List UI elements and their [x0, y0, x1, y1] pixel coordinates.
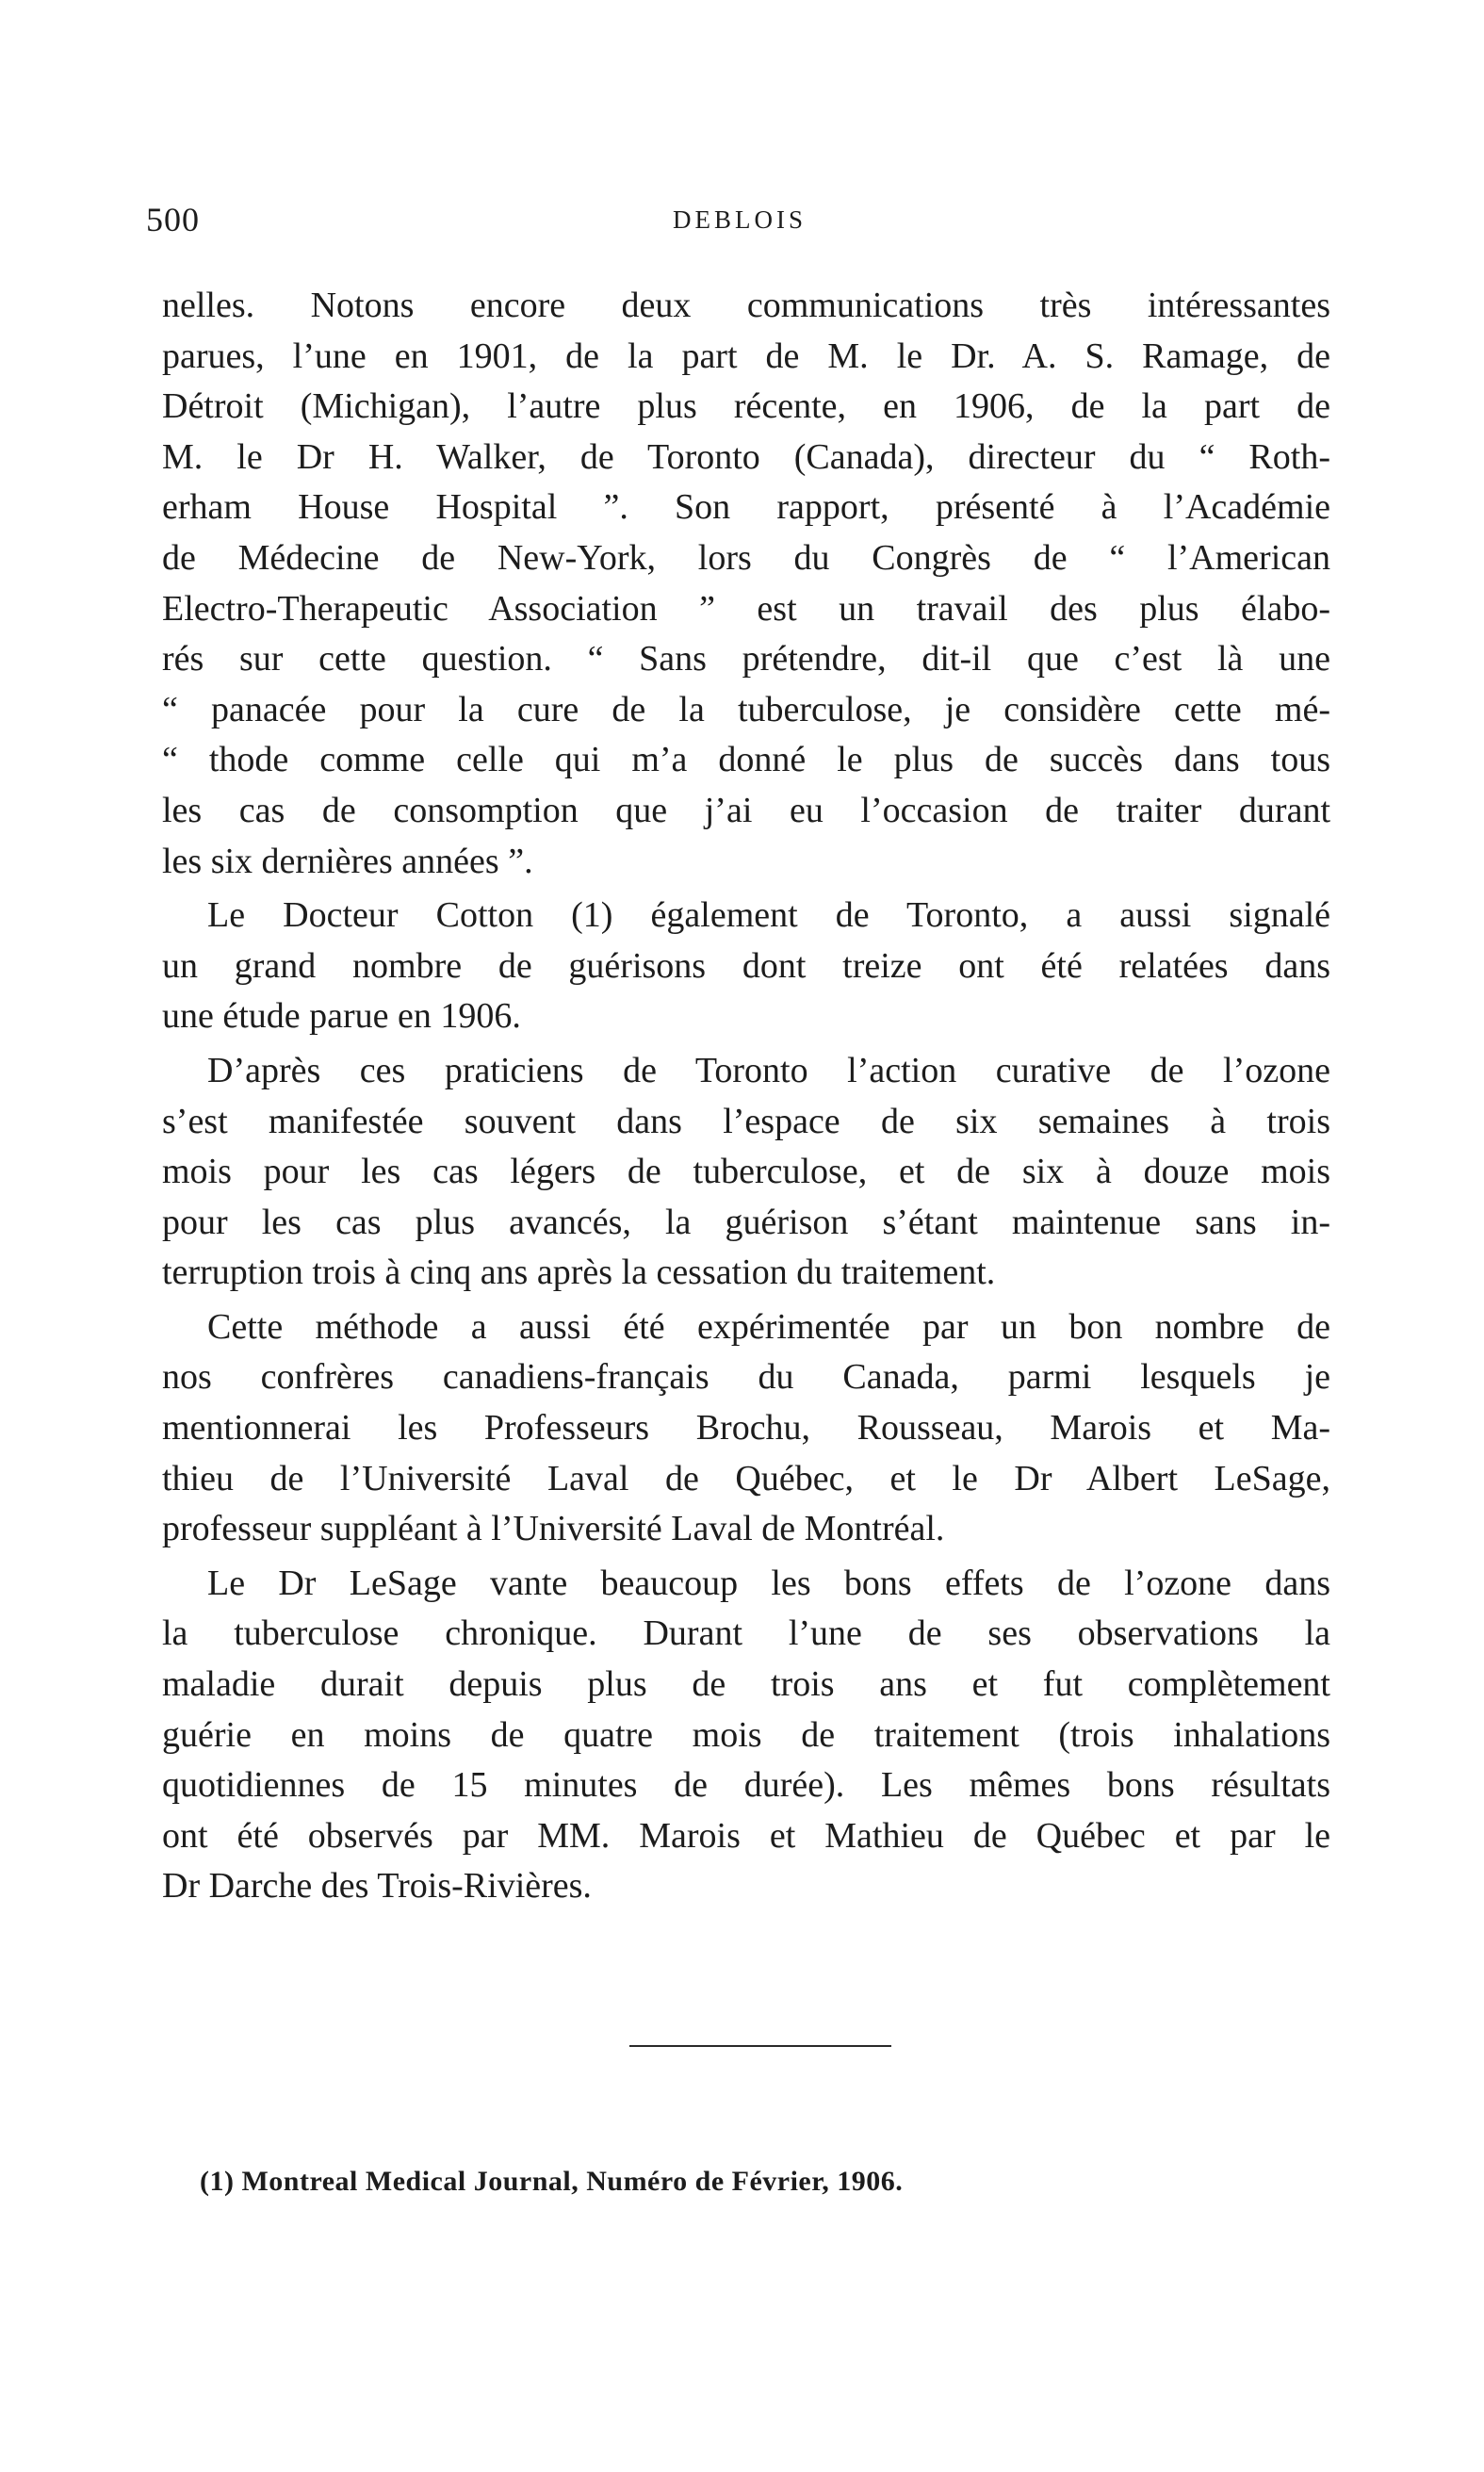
paragraph-1: [162, 281, 1330, 887]
text-line: un grand nombre de guérisons dont treize ont été relatées dans: [162, 945, 1330, 986]
running-title: DEBLOIS: [673, 205, 807, 234]
footnote: (1) Montreal Medical Journal, Numéro de Février, 1906.: [200, 2166, 904, 2197]
text-line: pour les cas plus avancés, la guérison s’étant maintenue sans in-: [162, 1202, 1330, 1242]
text-line: thieu de l’Université Laval de Québec, et le Dr Albert LeSage,: [162, 1458, 1330, 1498]
page-number: 500: [146, 201, 200, 238]
text-line: Le Dr LeSage vante beaucoup les bons effets de l’ozone dans: [207, 1563, 1330, 1603]
footnote-divider: [629, 2045, 891, 2047]
text-line: terruption trois à cinq ans après la cessation du traitement.: [162, 1252, 996, 1293]
text-line: rés sur cette question. “ Sans prétendre, dit-il que c’est là une: [162, 639, 1330, 679]
paragraph-5: [162, 1559, 1330, 1912]
text-line: de Médecine de New-York, lors du Congrès de “ l’American: [162, 537, 1330, 578]
text-line: parues, l’une en 1901, de la part de M. le Dr. A. S. Ramage, de: [162, 336, 1330, 376]
text-line: “ thode comme celle qui m’a donné le plus de succès dans tous: [162, 740, 1330, 780]
text-line: Cette méthode a aussi été expérimentée par un bon nombre de: [207, 1306, 1330, 1347]
text-line: Le Docteur Cotton (1) également de Toronto, a aussi signalé: [207, 895, 1330, 936]
text-line: M. le Dr H. Walker, de Toronto (Canada), directeur du “ Roth-: [162, 436, 1330, 477]
text-line: D’après ces praticiens de Toronto l’action curative de l’ozone: [207, 1050, 1330, 1090]
text-line: ont été observés par MM. Marois et Mathieu de Québec et par le: [162, 1815, 1330, 1856]
text-line: nelles. Notons encore deux communications très intéressantes: [162, 286, 1330, 325]
paragraph-3: [162, 1046, 1330, 1299]
body-text: [162, 281, 1330, 1912]
text-line: professeur suppléant à l’Université Laval de Montréal.: [162, 1509, 945, 1549]
text-line: nos confrères canadiens-français du Canada, parmi lesquels je: [162, 1357, 1330, 1398]
running-head: [146, 200, 1333, 247]
text-line: mentionnerai les Professeurs Brochu, Rousseau, Marois et Ma-: [162, 1408, 1330, 1449]
text-line: la tuberculose chronique. Durant l’une de ses observations la: [162, 1613, 1330, 1654]
text-line: Détroit (Michigan), l’autre plus récente, en 1906, de la part de: [162, 386, 1330, 427]
paragraph-4: [162, 1302, 1330, 1555]
text-line: erham House Hospital ”. Son rapport, présenté à l’Académie: [162, 487, 1330, 528]
text-line: guérie en moins de quatre mois de traitement (trois inhalations: [162, 1714, 1330, 1755]
text-line: les six dernières années ”.: [162, 841, 533, 881]
text-line: Dr Darche des Trois-Rivières.: [162, 1866, 592, 1907]
paragraph-2: [162, 891, 1330, 1042]
text-line: maladie durait depuis plus de trois ans et fut complètement: [162, 1664, 1330, 1705]
text-line: “ panacée pour la cure de la tuberculose, je considère cette mé-: [162, 689, 1330, 729]
text-line: les cas de consomption que j’ai eu l’occasion de traiter durant: [162, 790, 1330, 830]
text-line: Electro-Therapeutic Association ” est un travail des plus élabo-: [162, 588, 1330, 629]
text-line: quotidiennes de 15 minutes de durée). Les mêmes bons résultats: [162, 1765, 1330, 1806]
text-line: une étude parue en 1906.: [162, 996, 521, 1037]
text-line: mois pour les cas légers de tuberculose, et de six à douze mois: [162, 1152, 1330, 1192]
text-line: s’est manifestée souvent dans l’espace de six semaines à trois: [162, 1101, 1330, 1141]
